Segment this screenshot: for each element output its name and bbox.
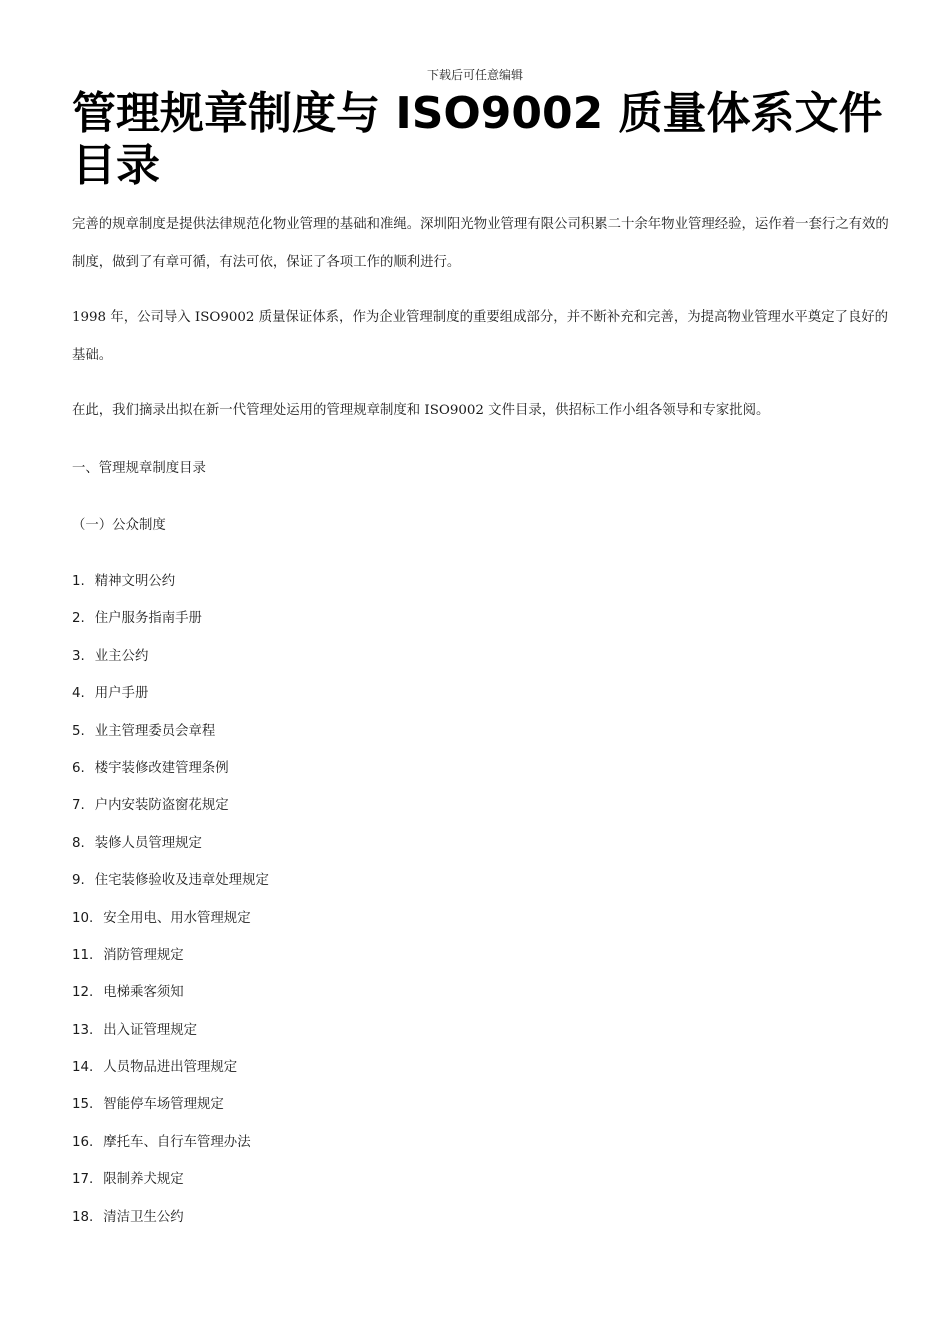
- list-item: [72, 834, 269, 871]
- subsection-heading: （一）公众制度: [72, 518, 166, 533]
- header-note: 下载后可任意编辑: [426, 68, 523, 82]
- section-heading: 一、管理规章制度目录: [72, 461, 206, 476]
- item-label: 业主公约: [94, 648, 149, 664]
- item-label: 楼宇装修改建管理条例: [94, 760, 229, 776]
- item-label: 用户手册: [94, 686, 149, 702]
- item-label: 住宅装修验收及违章处理规定: [94, 873, 269, 889]
- item-number: 16.: [72, 1134, 94, 1150]
- item-label: 业主管理委员会章程: [94, 723, 216, 739]
- list-item: [72, 1058, 269, 1095]
- regulation-list: [72, 572, 269, 1245]
- list-item: [72, 1133, 269, 1170]
- list-item: [72, 572, 269, 609]
- list-item: [72, 946, 269, 983]
- item-number: 15.: [72, 1097, 94, 1113]
- item-number: 8.: [72, 835, 85, 851]
- list-item: [72, 983, 269, 1020]
- iso-paragraph: 1998 年，公司导入 ISO9002 质量保证体系，作为企业管理制度的重要组成部分，并不断补充和完善，为提高物业管理水平奠定了良好的基础。: [72, 310, 889, 363]
- item-number: 13.: [72, 1022, 94, 1038]
- item-label: 户内安装防盗窗花规定: [94, 798, 229, 814]
- item-label: 摩托车、自行车管理办法: [103, 1134, 251, 1150]
- item-number: 3.: [72, 648, 85, 664]
- item-number: 18.: [72, 1209, 94, 1225]
- item-label: 消防管理规定: [103, 947, 184, 963]
- list-item: [72, 1021, 269, 1058]
- item-label: 出入证管理规定: [103, 1022, 198, 1038]
- list-item: [72, 722, 269, 759]
- item-label: 清洁卫生公约: [103, 1209, 184, 1225]
- item-label: 人员物品进出管理规定: [103, 1060, 238, 1076]
- list-item: [72, 1095, 269, 1132]
- document-title: 管理规章制度与 ISO9002 质量体系文件目录: [72, 88, 883, 191]
- item-number: 9.: [72, 873, 85, 889]
- item-label: 智能停车场管理规定: [103, 1097, 224, 1113]
- list-item: [72, 759, 269, 796]
- item-label: 住户服务指南手册: [94, 611, 202, 627]
- list-item: [72, 684, 269, 721]
- item-number: 14.: [72, 1060, 94, 1076]
- list-item: [72, 871, 269, 908]
- excerpt-paragraph: 在此，我们摘录出拟在新一代管理处运用的管理规章制度和 ISO9002 文件目录，供招标工作小组各领导和专家批阅。: [72, 403, 770, 418]
- item-number: 1.: [72, 574, 85, 589]
- item-label: 电梯乘客须知: [103, 985, 184, 1001]
- item-label: 精神文明公约: [94, 574, 176, 589]
- item-number: 10.: [72, 910, 94, 926]
- item-label: 装修人员管理规定: [94, 835, 202, 851]
- item-number: 6.: [72, 760, 85, 776]
- item-number: 2.: [72, 611, 85, 627]
- item-number: 4.: [72, 686, 85, 702]
- item-label: 限制养犬规定: [103, 1172, 184, 1188]
- list-item: [72, 909, 269, 946]
- item-number: 11.: [72, 947, 94, 963]
- item-label: 安全用电、用水管理规定: [103, 910, 251, 926]
- list-item: [72, 1170, 269, 1207]
- list-item: [72, 796, 269, 833]
- item-number: 5.: [72, 723, 85, 739]
- item-number: 17.: [72, 1172, 94, 1188]
- intro-paragraph: 完善的规章制度是提供法律规范化物业管理的基础和准绳。深圳阳光物业管理有限公司积累二十余年物业管理经验，运作着一套行之有效的制度，做到了有章可循，有法可依，保证了各项工作的顺利进行。: [72, 217, 889, 270]
- item-number: 12.: [72, 985, 94, 1001]
- list-item: [72, 1208, 269, 1245]
- list-item: [72, 647, 269, 684]
- list-item: [72, 609, 269, 646]
- item-number: 7.: [72, 798, 85, 814]
